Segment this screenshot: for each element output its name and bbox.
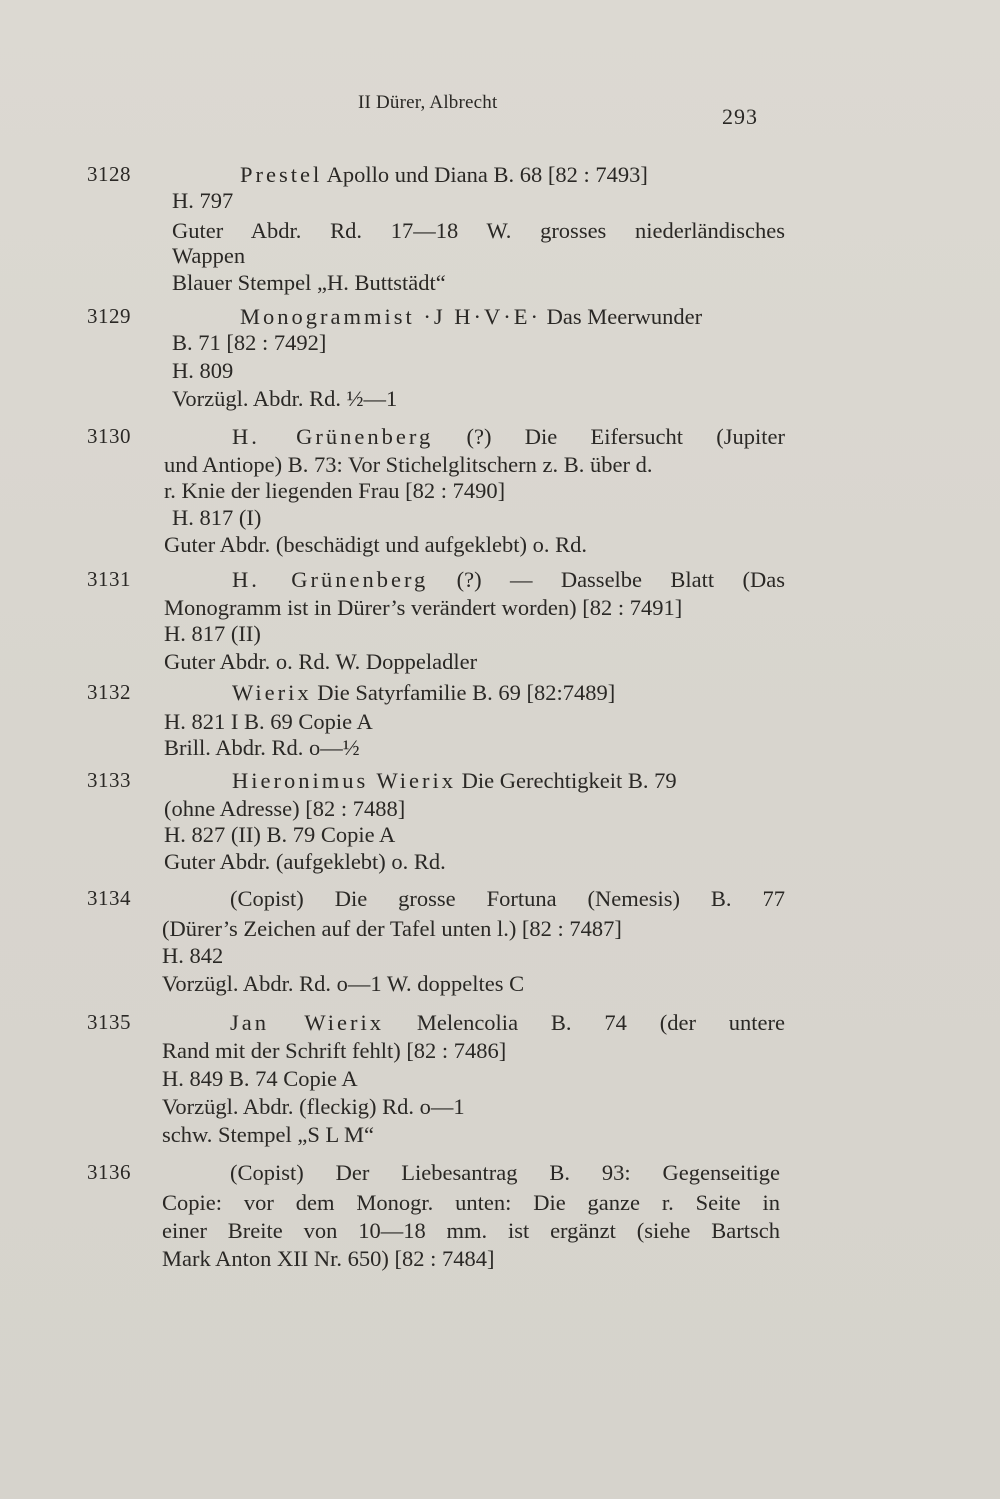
artist-name: Jan Wierix <box>230 1010 384 1035</box>
entry-title-line <box>230 1160 780 1186</box>
title-rest: Der Liebesantrag B. 93: Gegenseitige <box>303 1160 780 1185</box>
entry-line: und Antiope) B. 73: Vor Stichelglitschern z. B. über d. <box>164 452 653 477</box>
entry-line: Copie: vor dem Monogr. unten: Die ganze r. Seite in <box>162 1190 780 1215</box>
entry-number: 3135 <box>87 1010 131 1034</box>
entry-number: 3131 <box>87 567 131 591</box>
entry-title-line <box>232 680 615 706</box>
title-rest: Die Gerechtigkeit B. 79 <box>456 768 677 793</box>
entry-line: H. 842 <box>162 943 224 968</box>
entry-line: H. 797 <box>172 188 234 213</box>
title-rest: Melencolia B. 74 (der untere <box>384 1010 785 1035</box>
entry-line: Blauer Stempel „H. Buttstädt“ <box>172 270 446 295</box>
entry-line: Vorzügl. Abdr. (fleckig) Rd. o—1 <box>162 1094 465 1119</box>
artist-name: Prestel <box>240 162 323 187</box>
entry-line: H. 821 I B. 69 Copie A <box>164 709 373 734</box>
entry-number: 3132 <box>87 680 131 704</box>
entry-title-line <box>230 886 785 912</box>
artist-name: Hieronimus Wierix <box>232 768 457 793</box>
entry-line: Guter Abdr. o. Rd. W. Doppeladler <box>164 649 478 674</box>
title-rest: (?) — Dasselbe Blatt (Das <box>428 567 785 592</box>
artist-name: Monogrammist ·J H·V·E· <box>240 304 541 329</box>
entry-line: H. 817 (II) <box>164 621 261 646</box>
artist-name: H. Grünenberg <box>232 424 434 449</box>
entry-line: Vorzügl. Abdr. Rd. o—1 W. doppeltes C <box>162 971 525 996</box>
artist-name: H. Grünenberg <box>232 567 429 592</box>
entry-number: 3136 <box>87 1160 131 1184</box>
entry-title-line <box>240 162 785 188</box>
entry-line: Guter Abdr. (aufgeklebt) o. Rd. <box>164 849 446 874</box>
entry-line: H. 817 (I) <box>172 505 262 530</box>
title-rest: Die Satyrfamilie B. 69 [82:7489] <box>311 680 616 705</box>
entry-line: Mark Anton XII Nr. 650) [82 : 7484] <box>162 1246 495 1271</box>
entry-line: (Dürer’s Zeichen auf der Tafel unten l.) [82 : 7487] <box>162 916 622 941</box>
entry-line: Guter Abdr. (beschädigt und aufgeklebt) o. Rd. <box>164 532 588 557</box>
entry-line: H. 827 (II) B. 79 Copie A <box>164 822 396 847</box>
entry-title-line <box>232 768 677 794</box>
entry-line: Vorzügl. Abdr. Rd. ½—1 <box>172 386 398 411</box>
entry-title-line <box>230 1010 785 1036</box>
entry-line: einer Breite von 10—18 mm. ist ergänzt (siehe Bartsch <box>162 1218 780 1243</box>
entry-number: 3133 <box>87 768 131 792</box>
artist-name: Wierix <box>232 680 312 705</box>
entry-line: H. 809 <box>172 358 234 383</box>
entry-number: 3129 <box>87 304 131 328</box>
title-rest: (?) Die Eifersucht (Jupiter <box>433 424 785 449</box>
entry-line: B. 71 [82 : 7492] <box>172 330 327 355</box>
page-number: 293 <box>722 104 758 129</box>
entry-number: 3134 <box>87 886 131 910</box>
entry-number: 3128 <box>87 162 131 186</box>
entry-title-line <box>232 567 785 593</box>
entry-line: Brill. Abdr. Rd. o—½ <box>164 735 360 760</box>
title-rest: Die grosse Fortuna (Nemesis) B. 77 <box>303 886 785 911</box>
entry-line: (ohne Adresse) [82 : 7488] <box>164 796 406 821</box>
entry-title-line <box>240 304 702 330</box>
title-rest: Das Meerwunder <box>540 304 703 329</box>
entry-line: Monogramm ist in Dürer’s verändert worden) [82 : 7491] <box>164 595 683 620</box>
running-head: II Dürer, Albrecht <box>358 92 498 113</box>
entry-line: r. Knie der liegenden Frau [82 : 7490] <box>164 478 506 503</box>
artist-name: (Copist) <box>230 886 304 911</box>
entry-line: Guter Abdr. Rd. 17—18 W. grosses niederländisches <box>172 218 785 243</box>
entry-line: schw. Stempel „S L M“ <box>162 1122 375 1147</box>
entry-number: 3130 <box>87 424 131 448</box>
entry-title-line <box>232 424 785 450</box>
artist-name: (Copist) <box>230 1160 304 1185</box>
title-rest: Apollo und Diana B. 68 [82 : 7493] <box>322 162 648 187</box>
entry-line: Wappen <box>172 243 246 268</box>
entry-line: H. 849 B. 74 Copie A <box>162 1066 358 1091</box>
entry-line: Rand mit der Schrift fehlt) [82 : 7486] <box>162 1038 507 1063</box>
